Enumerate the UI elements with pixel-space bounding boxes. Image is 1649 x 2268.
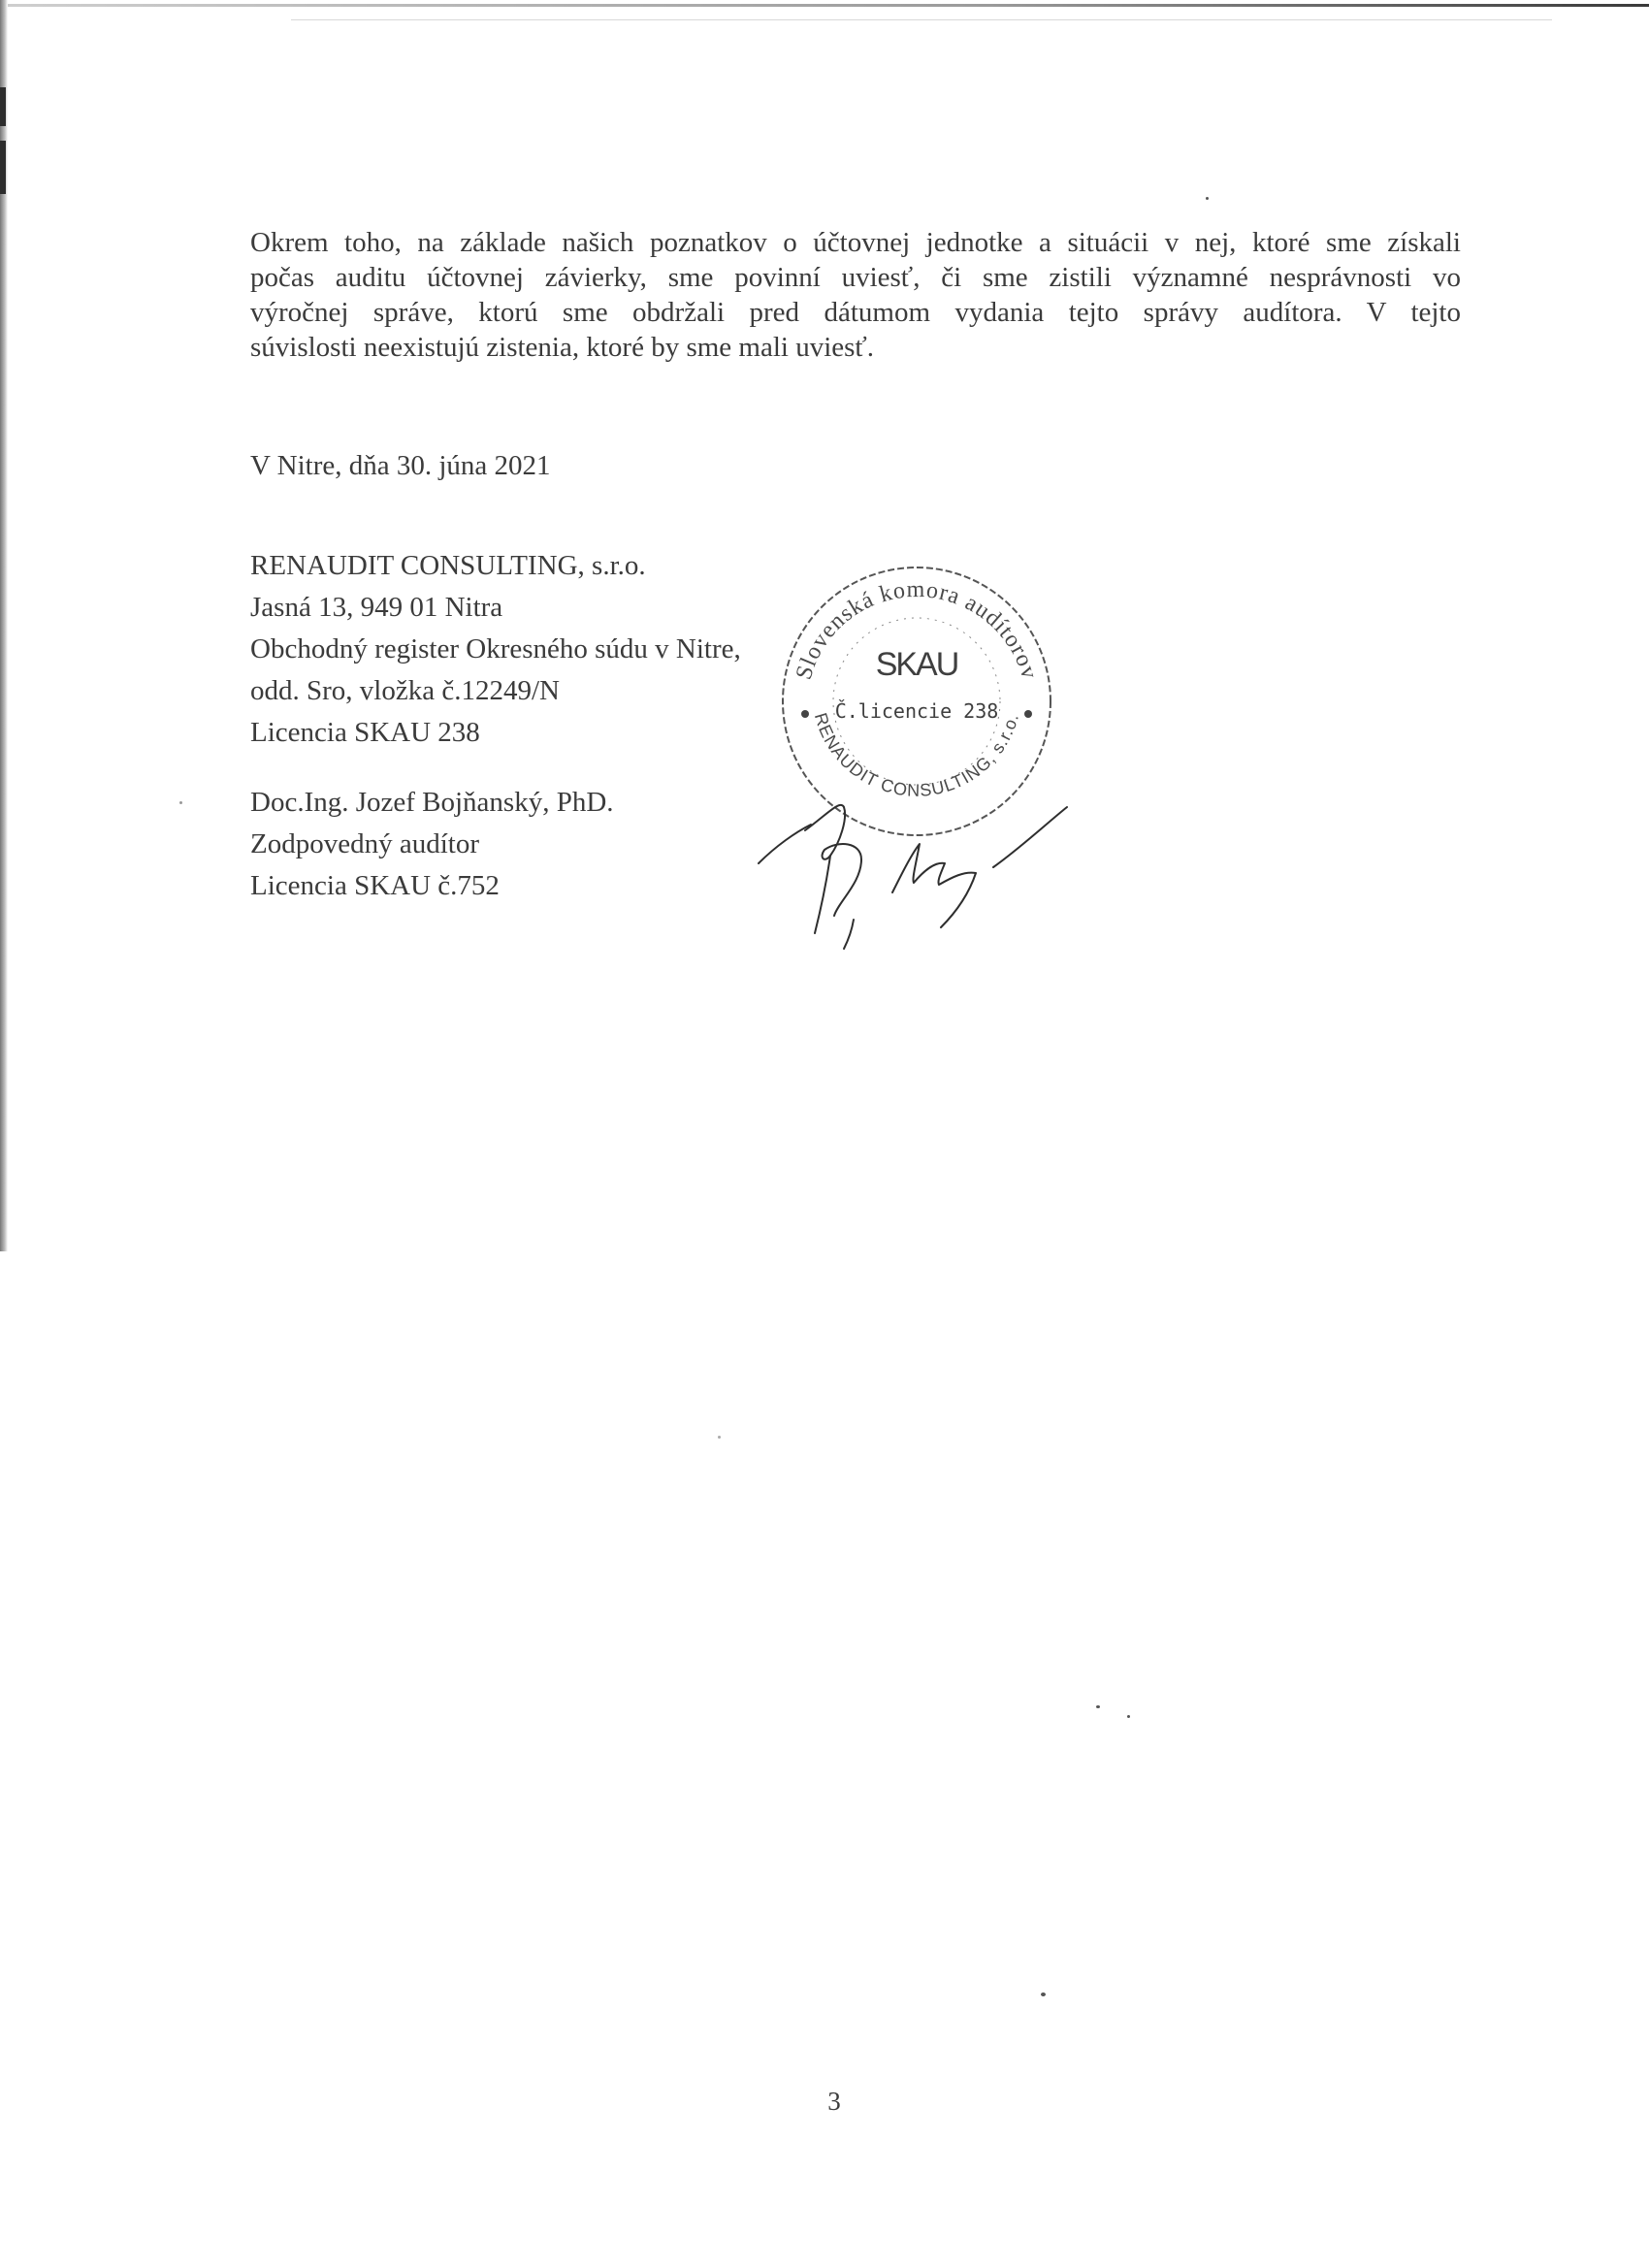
firm-register: Obchodný register Okresného súdu v Nitre, — [250, 633, 741, 664]
paragraph-line: Okrem toho, na základe našich poznatkov o účtovnej jednotke a situácii v nej, ktoré sme získali — [250, 227, 1461, 258]
scan-speck — [1041, 1993, 1046, 1996]
handwritten-signature — [747, 795, 1096, 951]
stamp-license: Č.licencie 238 — [834, 699, 999, 723]
paragraph-line: výročnej správe, ktorú sme obdržali pred dátumom vydania tejto správy audítora. V tejto — [250, 297, 1461, 328]
svg-text:RENAUDIT CONSULTING, s.r.o. — [811, 711, 1022, 800]
scan-speck — [1127, 1715, 1130, 1718]
scan-speck — [179, 801, 182, 804]
auditor-name: Doc.Ing. Jozef Bojňanský, PhD. — [250, 787, 614, 818]
paragraph-line: počas auditu účtovnej závierky, sme povinní uviesť, či sme zistili významné nesprávnosti vo — [250, 262, 1461, 293]
auditor-role: Zodpovedný audítor — [250, 828, 479, 859]
scan-mark — [0, 179, 6, 191]
auditor-info — [250, 782, 614, 907]
scan-speck — [1096, 1705, 1100, 1708]
firm-address: Jasná 13, 949 01 Nitra — [250, 592, 503, 623]
stamp-logo: SKAU — [875, 646, 958, 683]
scan-speck — [718, 1436, 721, 1439]
page-number: 3 — [827, 2087, 841, 2116]
place-date: V Nitre, dňa 30. júna 2021 — [250, 450, 551, 481]
firm-name: RENAUDIT CONSULTING, s.r.o. — [250, 550, 646, 581]
scan-mark — [0, 87, 6, 126]
scan-edge-top — [0, 4, 1649, 7]
firm-license: Licencia SKAU 238 — [250, 717, 480, 748]
scan-edge-line — [291, 19, 1552, 20]
stamp-top-text: Slovenská komora audítorov — [791, 576, 1043, 683]
firm-info — [250, 545, 741, 754]
auditor-license: Licencia SKAU č.752 — [250, 870, 500, 901]
stamp-bottom-text: RENAUDIT CONSULTING, s.r.o. — [810, 710, 1023, 800]
findings-paragraph — [250, 225, 1461, 365]
paragraph-line: súvislosti neexistujú zistenia, ktoré by sme mali uviesť. — [250, 332, 875, 363]
firm-register-detail: odd. Sro, vložka č.12249/N — [250, 675, 560, 706]
scan-speck — [1206, 197, 1209, 200]
